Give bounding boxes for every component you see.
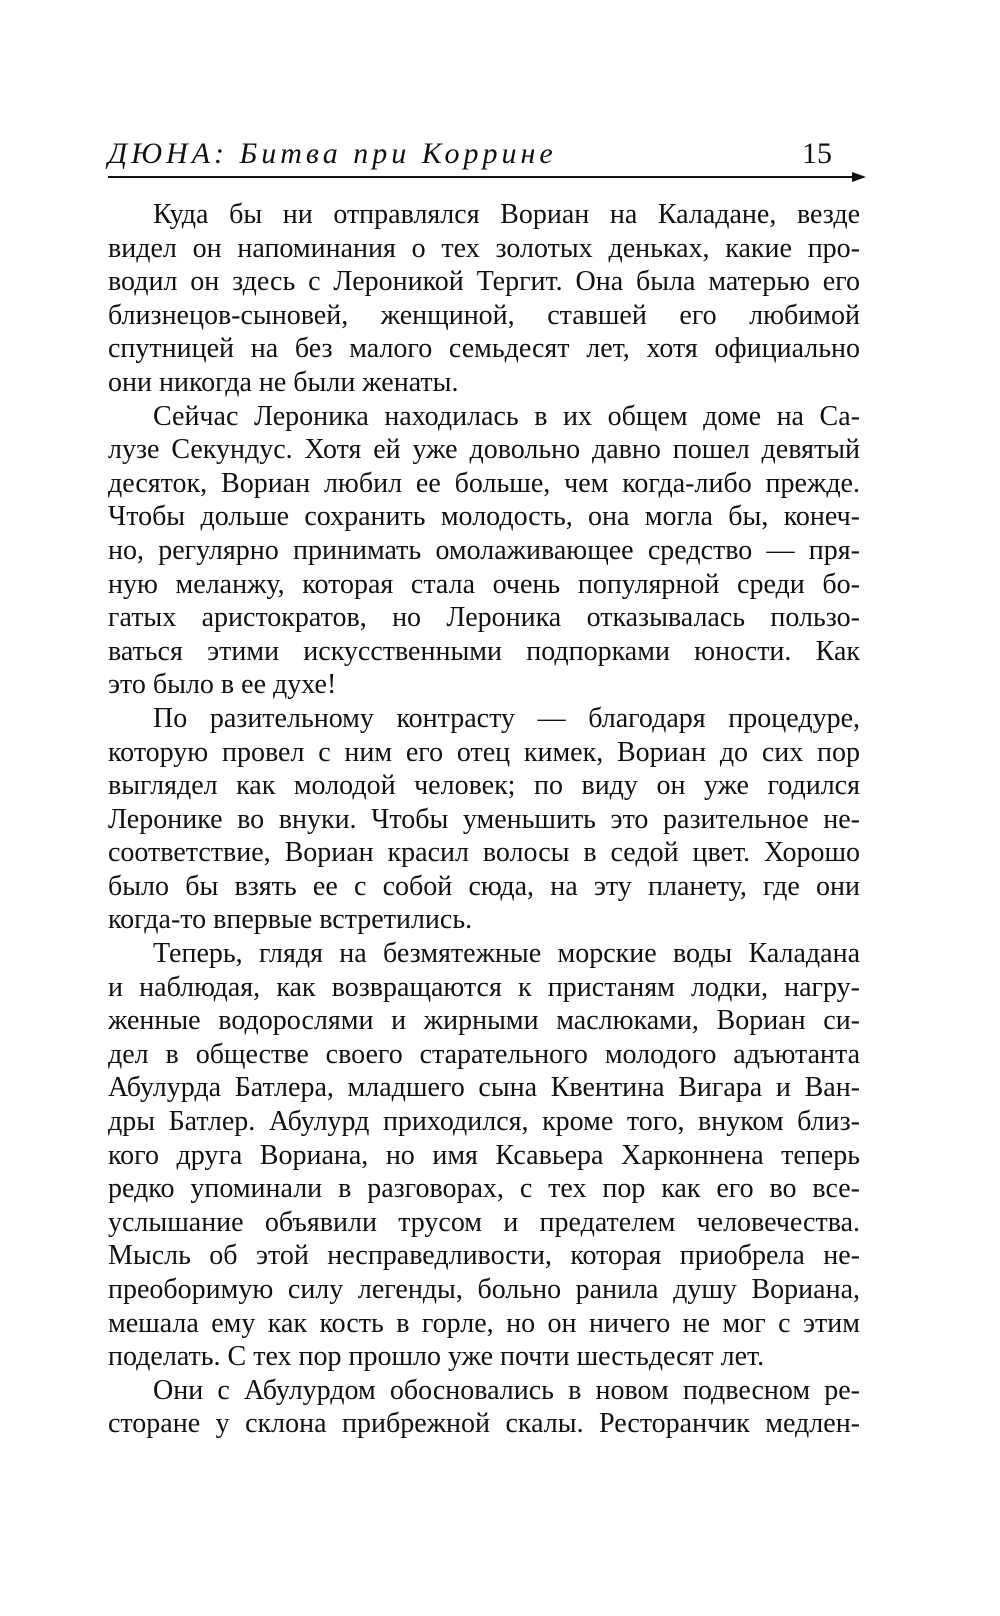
body-text (108, 198, 860, 1441)
text-line: они никогда не были женаты. (108, 366, 459, 398)
text-line: По разительному контрасту — благодаря процедуре, (153, 702, 860, 734)
paragraph (108, 400, 860, 702)
text-line: которую провел с ним его отец кимек, Вориан до сих пор (108, 736, 860, 768)
text-line: дры Батлер. Абулурд приходился, кроме того, внуком близ- (108, 1106, 860, 1138)
paragraph (108, 198, 860, 400)
text-line: когда-то впервые встретились. (108, 904, 473, 936)
header-rule-terminal (852, 172, 866, 182)
header-rule (108, 176, 860, 178)
text-line: ную меланжу, которая стала очень популярной среди бо- (108, 568, 860, 600)
text-line: лузе Секундус. Хотя ей уже довольно давно пошел девятый (108, 434, 860, 466)
text-line: спутницей на без малого семьдесят лет, хотя официально (108, 333, 860, 365)
text-line: это было в ее духе! (108, 669, 337, 701)
text-line: гатых аристократов, но Лероника отказывалась пользо- (108, 602, 860, 634)
text-line: близнецов-сыновей, женщиной, ставшей его любимой (108, 299, 860, 331)
text-line: водил он здесь с Лероникой Тергит. Она была матерью его (108, 266, 860, 298)
text-line: поделать. С тех пор прошло уже почти шестьдесят лет. (108, 1341, 765, 1373)
text-line: Сейчас Лероника находилась в их общем доме на Са- (153, 400, 860, 432)
paragraph (108, 1374, 860, 1441)
text-line: выглядел как молодой человек; по виду он уже годился (108, 770, 860, 802)
text-line: ваться этими искусственными подпорками юности. Как (108, 635, 860, 667)
text-line: Мысль об этой несправедливости, которая приобрела не- (108, 1240, 860, 1272)
text-line: Теперь, глядя на безмятежные морские воды Каладана (153, 938, 860, 970)
text-line: Чтобы дольше сохранить молодость, она могла бы, конеч- (108, 501, 860, 533)
text-line: сторане у склона прибрежной скалы. Ресторанчик медлен- (108, 1408, 860, 1440)
running-header (108, 136, 860, 180)
paragraph (108, 702, 860, 937)
text-line: было бы взять ее с собой сюда, на эту планету, где они (108, 870, 860, 902)
text-line: десяток, Вориан любил ее больше, чем когда-либо прежде. (108, 467, 860, 499)
text-line: дел в обществе своего старательного молодого адъютанта (108, 1038, 860, 1070)
text-line: редко упоминали в разговорах, с тех пор как его во все- (108, 1173, 860, 1205)
paragraph (108, 937, 860, 1374)
page-number: 15 (802, 137, 832, 170)
text-line: Они с Абулурдом обосновались в новом подвесном ре- (153, 1374, 860, 1406)
text-line: но, регулярно принимать омолаживающее средство — пря- (108, 534, 860, 566)
text-line: преоборимую силу легенды, больно ранила душу Вориана, (108, 1274, 860, 1305)
text-line: Леронике во внуки. Чтобы уменьшить это разительное не- (108, 803, 860, 835)
text-line: видел он напоминания о тех золотых деньках, какие про- (108, 232, 860, 264)
text-line: соответствие, Вориан красил волосы в седой цвет. Хорошо (108, 837, 860, 869)
book-title: ДЮНА: Битва при Коррине (108, 137, 557, 170)
text-line: мешала ему как кость в горле, но он ничего не мог с этим (108, 1307, 860, 1339)
text-line: Куда бы ни отправлялся Вориан на Каладане, везде (153, 199, 860, 230)
text-line: и наблюдая, как возвращаются к пристаням лодки, нагру- (108, 971, 860, 1003)
text-line: женные водорослями и жирными маслюками, Вориан си- (108, 1005, 860, 1037)
text-line: кого друга Вориана, но имя Ксавьера Харконнена теперь (108, 1139, 860, 1171)
text-line: Абулурда Батлера, младшего сына Квентина Вигара и Ван- (108, 1072, 860, 1104)
text-line: услышание объявили трусом и предателем человечества. (108, 1206, 860, 1238)
